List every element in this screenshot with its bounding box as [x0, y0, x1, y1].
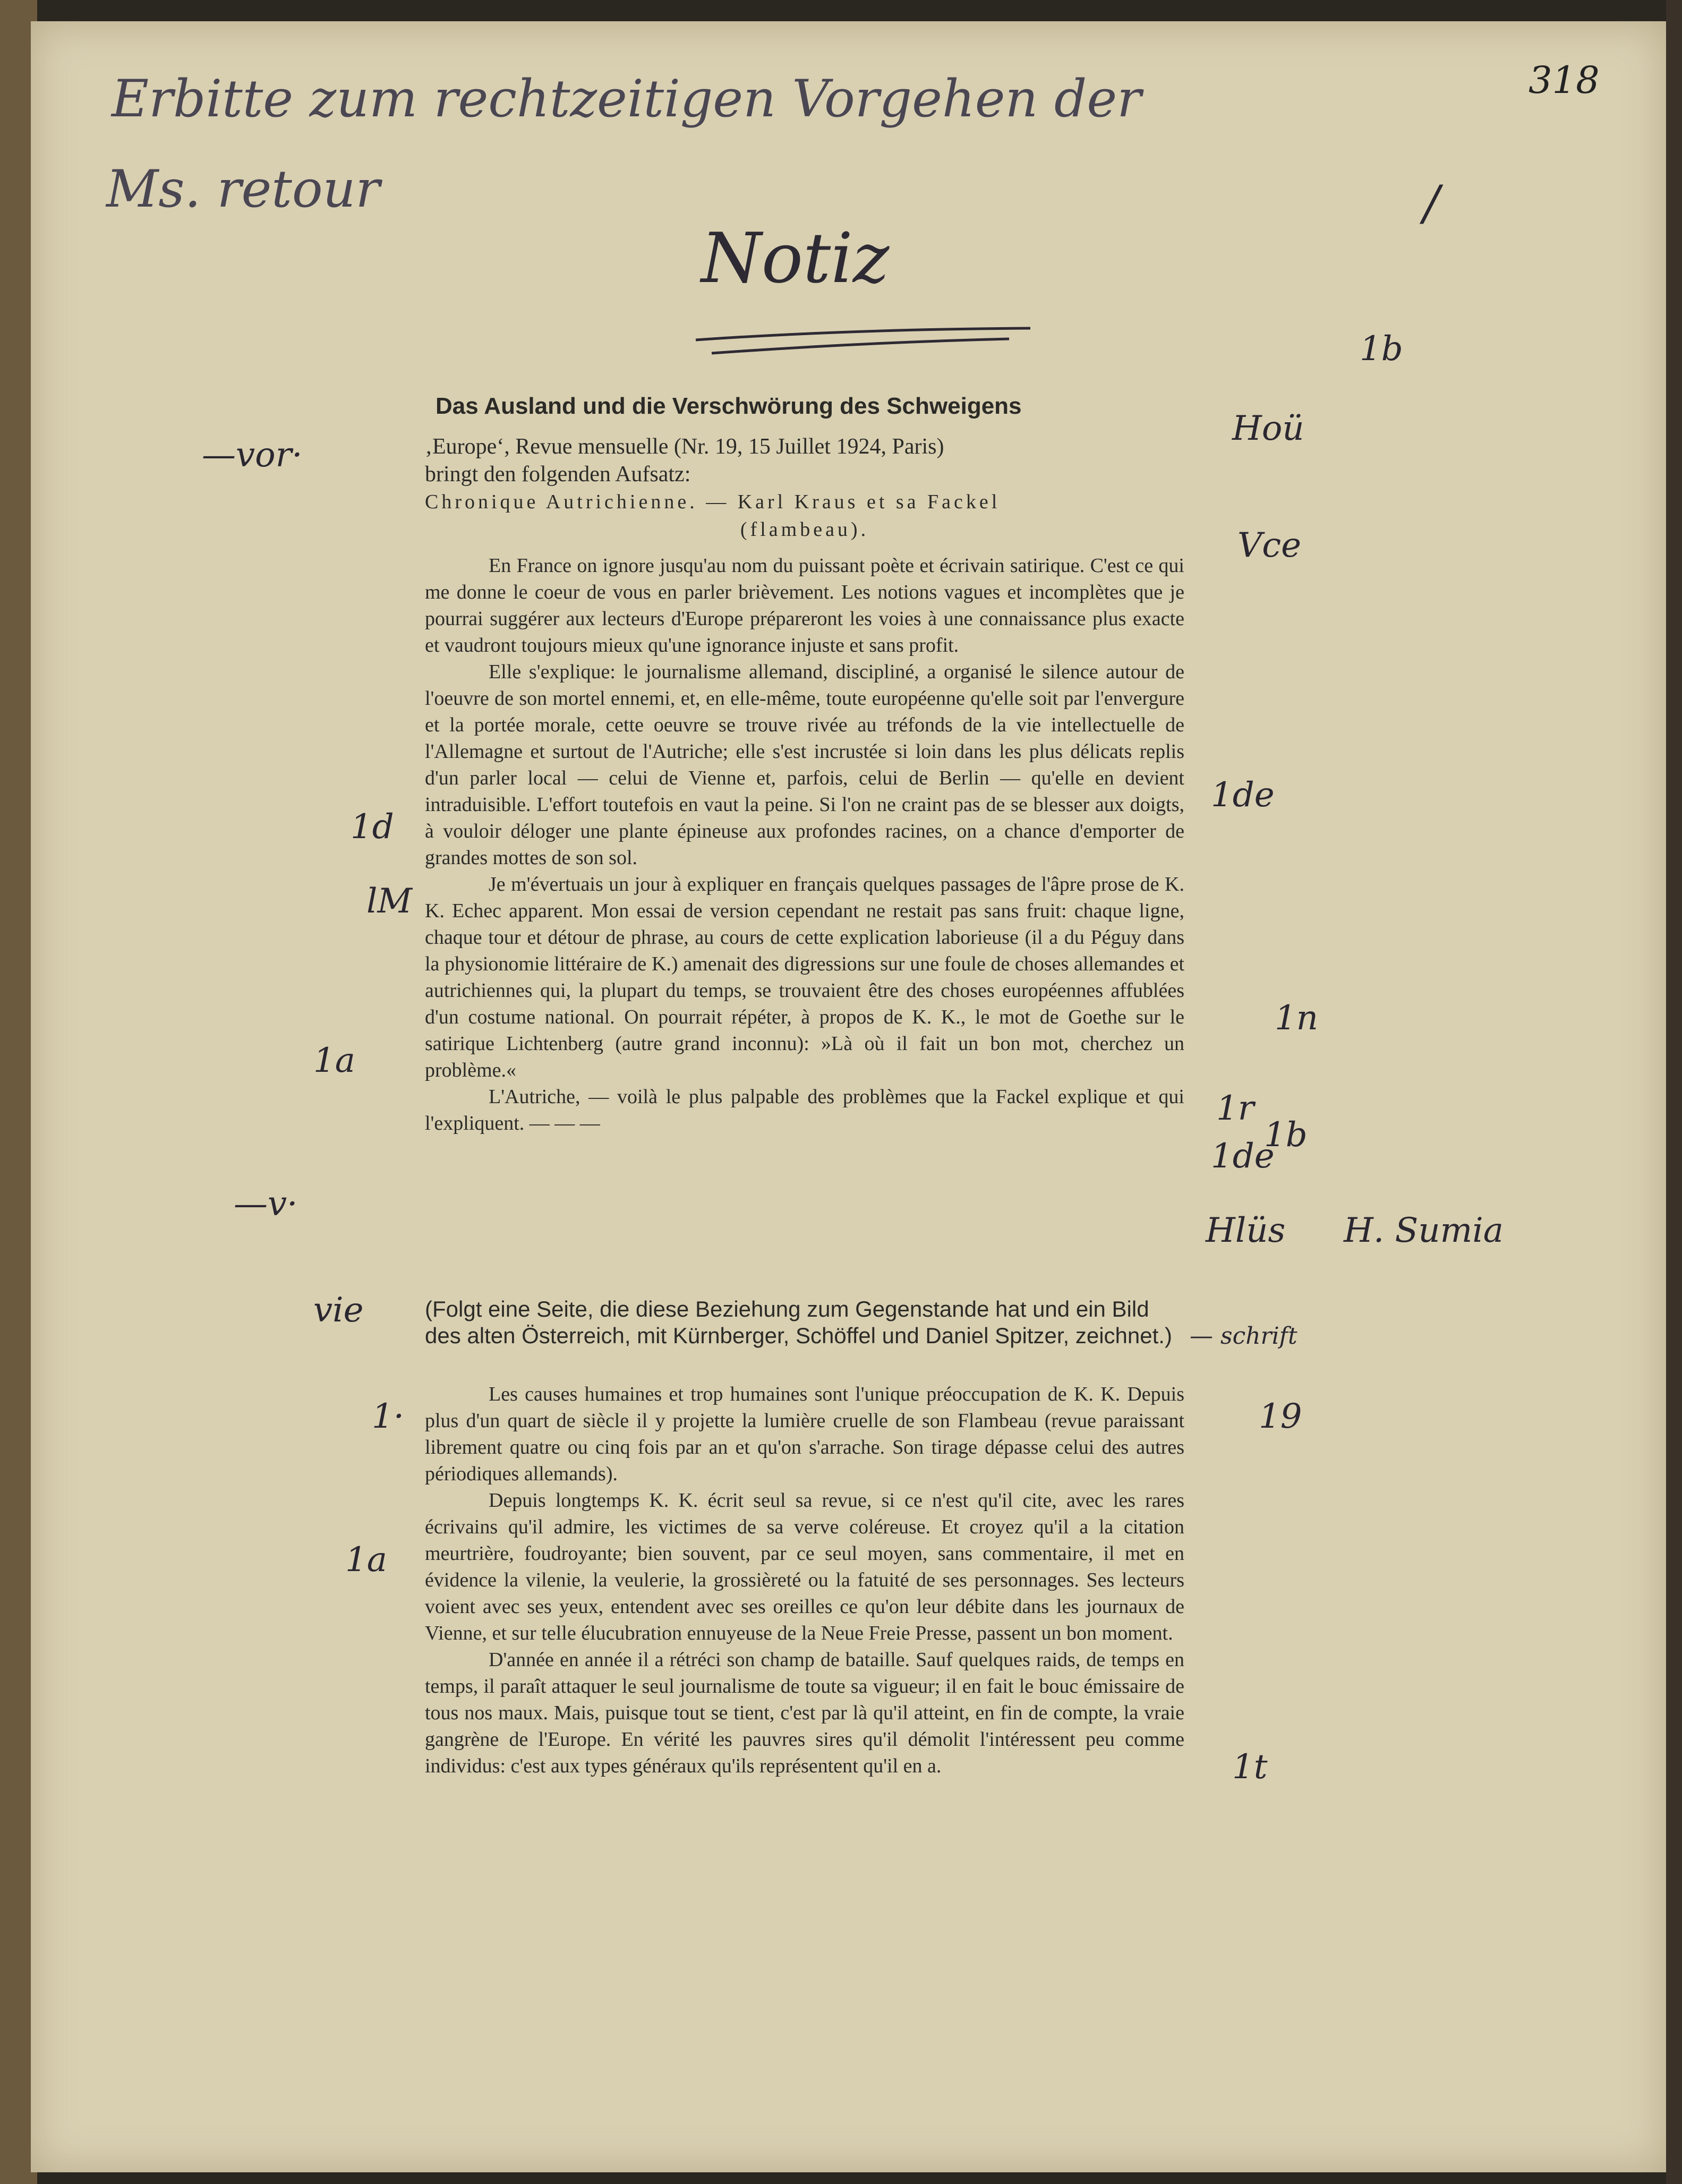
flambeau-line: (flambeau). [740, 518, 869, 541]
margin-mark-left-3: lM [366, 882, 412, 921]
paragraph-6: Depuis longtemps K. K. écrit seul sa revue, si ce n'est qu'il cite, avec les rares écrivains qu'il admire, les victimes de sa verve coléreuse. Et croyez qu'il a la citation meurtrière, foudroyante; bien souvent, par ce seul moyen, sans commentaire, il met en évidence la vilenie, la veulerie, la grossièreté ou la fatuité de ses personnages. Ses lecteurs voient avec ses yeux, entendent avec ses oreilles ce qu'on leur débite dans les journaux de Vienne, et sur telle élucubration ennuyeuse de la Neue Freie Presse, passent un bon moment. [425, 1489, 1184, 1644]
article-header [425, 433, 1184, 543]
handwritten-note-line-2: Ms. retour [106, 159, 380, 219]
folio-number: 318 [1529, 58, 1600, 102]
handwritten-heading: Notiz [701, 218, 890, 298]
article-body-part-2 [425, 1381, 1184, 1779]
paragraph-7: D'année en année il a rétréci son champ de bataille. Sauf quelques raids, de temps en temps, il paraît attaquer le seul journalisme de toute sa vigueur; il en fait le bouc émissaire de tous nos maux. Mais, puisque tout se tient, c'est par là qu'il atteint, en fin de compte, la vraie gangrène de l'Europe. En vérité les pauvres sires qu'il démolit l'intéressent peu comme individus: c'est aux types généraux qu'ils représentent qu'il en a. [425, 1649, 1184, 1777]
margin-mark-right-8: 1de [1211, 1137, 1275, 1176]
margin-mark-right-12: — schrift [1190, 1323, 1297, 1350]
margin-mark-left-1: —vor· [202, 436, 303, 475]
margin-mark-right-10: Hlüs [1206, 1211, 1286, 1250]
margin-mark-right-9: 1b [1264, 1115, 1308, 1155]
margin-mark-right-11: H. Sumia [1344, 1211, 1504, 1250]
paragraph-4: L'Autriche, — voilà le plus palpable des problèmes que la Fackel explique et qui l'expliquent. — — — [425, 1086, 1184, 1134]
handwritten-note-line-1: Erbitte zum rechtzeitigen Vorgehen der [112, 69, 1142, 129]
margin-mark-right-5: 1de [1211, 775, 1275, 815]
margin-mark-left-5: —v· [234, 1184, 298, 1224]
source-line: ‚Europe‘, Revue mensuelle (Nr. 19, 15 Juillet 1924, Paris) [425, 434, 944, 459]
margin-mark-right-3: Hoü [1232, 409, 1304, 448]
margin-mark-left-4: 1a [313, 1041, 355, 1080]
paragraph-2: Elle s'explique: le journalisme allemand, discipliné, a organisé le silence autour de l'oeuvre de son mortel ennemi, et, en elle-même, toute européenne qu'elle soit par l'envergure et la portée morale, cette oeuvre se trouve rivée au tréfonds de la vie intellectuelle de l'Allemagne et surtout de l'Autriche; elle s'est incrustée si loin dans les plus délicats replis d'un parler local — celui de Vienne et, parfois, celui de Berlin — qu'elle en devient intraduisible. L'effort toutefois en vaut la peine. Si l'on ne craint pas de se blesser aux doigts, à vouloir déloger une plante épineuse aux profondes racines, on a chance d'emporter de grandes mottes de son sol. [425, 661, 1184, 869]
margin-mark-right-2: 1b [1360, 329, 1403, 369]
margin-mark-right-4: Vce [1237, 526, 1301, 565]
paragraph-5: Les causes humaines et trop humaines sont l'unique préoccupation de K. K. Depuis plus d'un quart de siècle il y projette la lumière cruelle de son Flambeau (revue paraissant librement quatre ou cinq fois par an et qu'on s'arrache. Son tirage dépasse celui des autres périodiques allemands). [425, 1383, 1184, 1485]
margin-mark-left-6: vie [313, 1291, 364, 1330]
article-body-part-1 [425, 552, 1184, 1137]
editorial-note: (Folgt eine Seite, die diese Beziehung zum Gegenstande hat und ein Bild des alten Österreich, mit Kürnberger, Schöffel und Daniel Spitzer, zeichnet.) [425, 1296, 1172, 1348]
margin-mark-right-6: 1n [1275, 999, 1318, 1038]
handwritten-underline [690, 324, 1036, 356]
margin-mark-right-14: 1t [1232, 1747, 1268, 1787]
article-title: Das Ausland und die Verschwörung des Schweigens [436, 393, 1022, 419]
margin-mark-left-7: 1· [372, 1397, 405, 1436]
margin-mark-left-8: 1a [345, 1540, 387, 1580]
chronique-line: Chronique Autrichienne. — Karl Kraus et sa Fackel [425, 491, 1001, 513]
intro-line: bringt den folgenden Aufsatz: [425, 462, 691, 487]
margin-mark-right-13: 19 [1259, 1397, 1302, 1436]
page-edge [1666, 0, 1682, 2184]
paragraph-1: En France on ignore jusqu'au nom du puissant poète et écrivain satirique. C'est ce qui me donne le coeur de vous en parler brièvement. Les notions vagues et incomplètes que je pourrai suggérer aux lecteurs d'Europe prépareront les voies à une connaissance plus exacte et vaudront toujours mieux qu'une ignorance injuste et sans profit. [425, 554, 1184, 656]
margin-mark-right-1: / [1423, 175, 1440, 231]
paragraph-3: Je m'évertuais un jour à expliquer en français quelques passages de l'âpre prose de K. K. Echec apparent. Mon essai de version cependant ne restait pas sans fruit: chaque ligne, chaque tour et détour de phrase, au cours de cette explication laborieuse (il a du Péguy dans la physionomie littéraire de K.) amenait des digressions sur une foule de choses allemandes et autrichiennes qui, la plupart du temps, se trouvaient être des choses européennes affublées d'un costume national. On pourrait répéter, à propos de K. K., le mot de Goethe sur le satirique Lichtenberg (autre grand inconnu): »Là où il fait un bon mot, cherchez un problème.« [425, 873, 1184, 1081]
margin-mark-left-2: 1d [351, 807, 394, 847]
margin-mark-right-7: 1r [1216, 1089, 1254, 1128]
